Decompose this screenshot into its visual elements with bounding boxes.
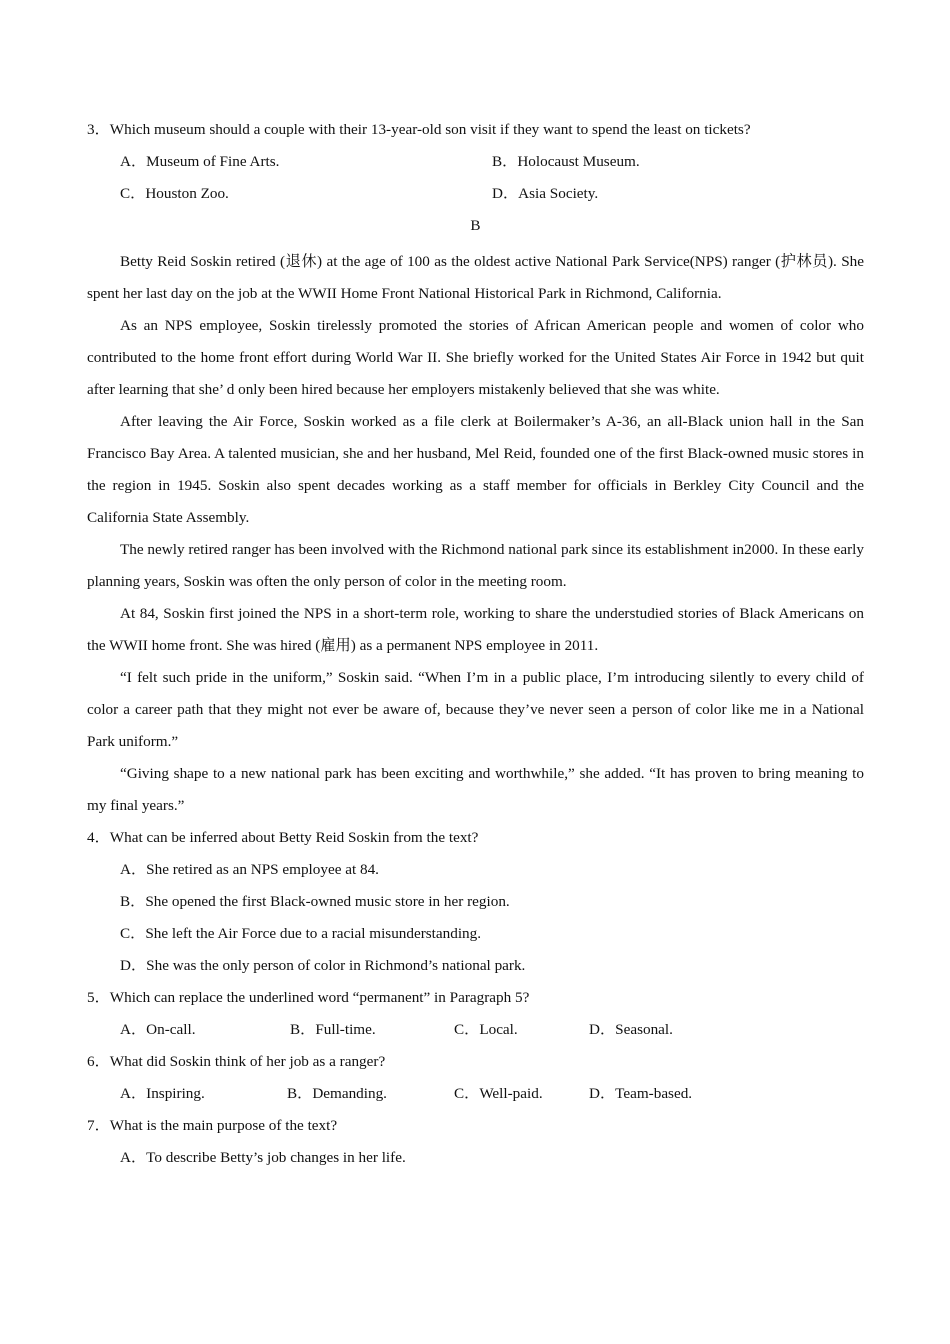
q5-option-c: C．Local.	[454, 1021, 518, 1038]
q3-option-b: B．Holocaust Museum.	[492, 153, 640, 170]
q3-options-row-1	[87, 146, 864, 178]
passage	[87, 246, 864, 822]
q6-options-row	[87, 1078, 864, 1110]
passage-paragraph-7: “Giving shape to a new national park has been exciting and worthwhile,” she added. “It has proven to bring meaning to my final years.”	[87, 765, 864, 814]
q3-stem: 3．Which museum should a couple with their 13-year-old son visit if they want to spend the least on tickets?	[87, 121, 751, 138]
q6-stem: 6．What did Soskin think of her job as a ranger?	[87, 1053, 386, 1070]
q5-options-row	[87, 1014, 864, 1046]
passage-paragraph-6: “I felt such pride in the uniform,” Soskin said. “When I’m in a public place, I’m introducing silently to every child of color a career path that they might not ever be aware of, because they’ve never seen a person of color like me in a National Park uniform.”	[87, 669, 864, 750]
passage-paragraph-3: After leaving the Air Force, Soskin worked as a file clerk at Boilermaker’s A-36, an all-Black union hall in the San Francisco Bay Area. A talented musician, she and her husband, Mel Reid, founded one of the first Black-owned music stores in the region in 1945. Soskin also spent decades working as a staff member for officials in Berkley City Council and the California State Assembly.	[87, 413, 864, 526]
q4-option-a: A．She retired as an NPS employee at 84.	[120, 861, 379, 878]
q5-option-a: A．On-call.	[120, 1021, 196, 1038]
q3-option-a: A．Museum of Fine Arts.	[120, 153, 280, 170]
document-page	[87, 114, 864, 1174]
q6-option-d: D．Team-based.	[589, 1085, 693, 1102]
passage-paragraph-4: The newly retired ranger has been involved with the Richmond national park since its establishment in2000. In these early planning years, Soskin was often the only person of color in the meeting room.	[87, 541, 864, 590]
q4-option-c: C．She left the Air Force due to a racial misunderstanding.	[120, 925, 482, 942]
passage-paragraph-2: As an NPS employee, Soskin tirelessly promoted the stories of African American people and women of color who contributed to the home front effort during World War II. She briefly worked for the United States Air Force in 1942 but quit after learning that she’ d only been hired because her employers mistakenly believed that she was white.	[87, 317, 864, 398]
passage-paragraph-5: At 84, Soskin first joined the NPS in a short-term role, working to share the understudied stories of Black Americans on the WWII home front. She was hired (雇用) as a permanent NPS employee in 2011.	[87, 605, 864, 654]
section-label: B	[470, 217, 481, 234]
q7-stem: 7．What is the main purpose of the text?	[87, 1117, 338, 1134]
q6-option-b: B．Demanding.	[287, 1085, 387, 1102]
q4-option-d: D．She was the only person of color in Richmond’s national park.	[120, 957, 526, 974]
q3-option-c: C．Houston Zoo.	[120, 185, 229, 202]
q5-option-b: B．Full-time.	[290, 1021, 376, 1038]
q6-option-c: C．Well-paid.	[454, 1085, 543, 1102]
q4-stem: 4．What can be inferred about Betty Reid Soskin from the text?	[87, 829, 479, 846]
q7-option-a: A．To describe Betty’s job changes in her life.	[120, 1149, 406, 1166]
passage-paragraph-1: Betty Reid Soskin retired (退休) at the age of 100 as the oldest active National Park Service(NPS) ranger (护林员). She spent her last day on the job at the WWII Home Front National Historical Park in Richmond, California.	[87, 253, 864, 302]
q5-option-d: D．Seasonal.	[589, 1021, 673, 1038]
q3-options-row-2	[87, 178, 864, 210]
q4-option-b: B．She opened the first Black-owned music store in her region.	[120, 893, 510, 910]
q5-stem: 5．Which can replace the underlined word “permanent” in Paragraph 5?	[87, 989, 530, 1006]
q3-option-d: D．Asia Society.	[492, 185, 599, 202]
q6-option-a: A．Inspiring.	[120, 1085, 205, 1102]
